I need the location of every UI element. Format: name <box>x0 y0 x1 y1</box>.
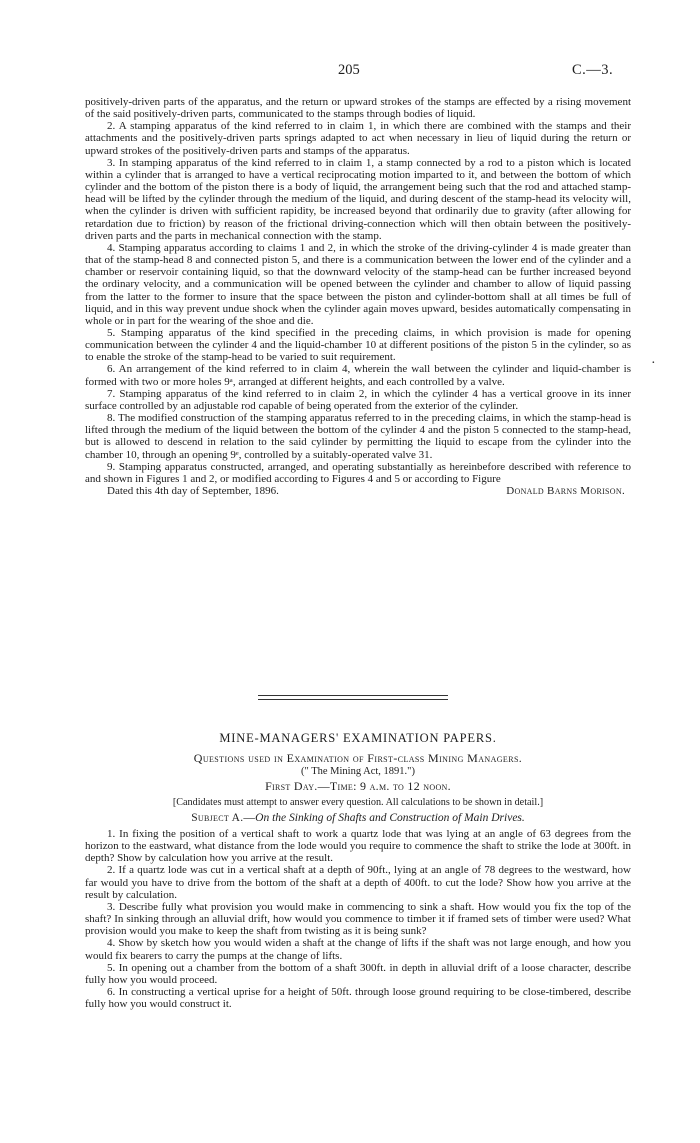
signature: Donald Barns Morison. <box>506 485 625 497</box>
exam-day <box>85 780 631 792</box>
exam-section <box>85 732 631 1010</box>
question-6: 6. In constructing a vertical uprise for a height of 50ft. through loose ground requiring to be close-timbered, describe fully how you would construct it. <box>85 985 631 1011</box>
claim-9: 9. Stamping apparatus constructed, arranged, and operating substantially as hereinbefore described with reference to and shown in Figures 1 and 2, or modified according to Figures 4 and 5 or according to Figure <box>85 460 631 485</box>
section-divider-top <box>258 695 448 696</box>
exam-subject <box>85 812 631 824</box>
question-2: 2. If a quartz lode was cut in a vertical shaft at a depth of 90ft., lying at an angle of 78 degrees to the westward, how far would you have to drive from the bottom of the shaft at a depth of 400ft. to cut the lode? Show how you arrive at the result by calculation. <box>85 864 631 901</box>
exam-act: (" The Mining Act, 1891.") <box>301 766 415 778</box>
page-number: 205 <box>338 62 360 78</box>
question-4: 4. Show by sketch how you would widen a shaft at the change of lifts if the shaft was not large enough, and how you would fix bearers to carry the pumps at the change of lifts. <box>85 937 631 962</box>
claim-4: 4. Stamping apparatus according to claims 1 and 2, in which the stroke of the driving-cylinder 4 is made greater than that of the stamp-head 8 and connected piston 5, and there is a communication between the lower end of the cylinder and a chamber or reservoir containing liquid, so that the downward velocity of the stamp-head can be further increased beyond the ordinary velocity, and a communication will be opened between the cylinder and chamber to allow of liquid passing from the latter to the former to insure that the space between the piston and cylinder-bottom shall at all times be full of liquid, and in this way prevent undue shock when the cylinder again moves upward, besides automatically compensating in whole or in part for the wearing of the shoe and die. <box>85 241 631 327</box>
parliamentary-reference: C.—3. <box>572 62 614 78</box>
subject-title: On the Sinking of Shafts and Construction of Main Drives. <box>255 811 525 824</box>
claim-3: 3. In stamping apparatus of the kind referred to in claim 1, a stamp connected by a rod to a piston which is located within a cylinder that is arranged to have a vertical reciprocating motion imparted to it, and between the bottom of which cylinder and the bottom of the piston there is a body of liquid, the arrangement being such that the rod and attached stamp-head will be lifted by the cylinder through the medium of the liquid, and during descent of the stamp-head its velocity will, when the cylinder is driven with sufficient rapidity, be increased beyond that ordinarily due to gravity (after allowing for retardation due to friction) by reason of the frictional driving-connection which will then obtain between the positively-driven parts and the parts in mechanical connection with the stamp. <box>85 156 631 242</box>
patent-claims <box>85 96 631 497</box>
date-line <box>85 485 631 497</box>
dated-text: Dated this 4th day of September, 1896. <box>107 485 279 497</box>
claim-2: 2. A stamping apparatus of the kind referred to in claim 1, in which there are combined with the stamps and their attachments and the positively-driven parts springs adapted to act when necessary in lieu of liquid during the return or upward strokes of the positively-driven parts and stamps of the apparatus. <box>85 120 631 157</box>
claim-7: 7. Stamping apparatus of the kind referred to in claim 2, in which the cylinder 4 has a vertical groove in its inner surface controlled by an adjustable rod capable of being operated from the exterior of the cylinder. <box>85 387 631 412</box>
question-5: 5. In opening out a chamber from the bottom of a shaft 300ft. in depth in alluvial drift of a loose character, describe fully how you would proceed. <box>85 961 631 986</box>
exam-title: MINE-MANAGERS' EXAMINATION PAPERS. <box>219 731 497 745</box>
exam-subtitle: Questions used in Examination of First-class Mining Managers. <box>193 751 523 766</box>
question-1: 1. In fixing the position of a vertical shaft to work a quartz lode that was lying at an angle of 63 degrees from the horizon to the eastward, what distance from the lode would you require to commence the shaft to strike the lode at 300ft. in depth? Show by calculation how you arrive at the result. <box>85 827 631 865</box>
question-3: 3. Describe fully what provision you would make in commencing to sink a shaft. How would you fix the top of the shaft? In sinking through an alluvial drift, how would you commence to timber it if framed sets of timber were used? What provision would you make to keep the shaft from twisting as it is being sunk? <box>85 900 631 938</box>
exam-instructions: [Candidates must attempt to answer every question. All calculations to be shown in detail.] <box>172 796 544 808</box>
subject-label: Subject A.— <box>191 811 256 824</box>
margin-mark: · <box>651 356 656 371</box>
claim-8: 8. The modified construction of the stamping apparatus referred to in the preceding claims, in which the stamp-head is lifted through the medium of the liquid between the bottom of the cylinder 4 and the piston 5 connected to the stamp-head, but is allowed to descend in relation to the said cylinder by permitting the liquid to escape from the cylinder into the chamber 10, through an opening 9ᵉ, controlled by a suitably-operated valve 31. <box>85 412 631 461</box>
exam-day-text: First Day.—Time: 9 a.m. to 12 noon. <box>265 779 451 794</box>
claim-continuation: positively-driven parts of the apparatus, and the return or upward strokes of the stamps are effected by a rising movement of the said positively-driven parts, communicated to the stamps through bodies of liquid. <box>85 96 631 121</box>
page-header <box>0 62 700 80</box>
claim-6: 6. An arrangement of the kind referred to in claim 4, wherein the wall between the cylinder and liquid-chamber is formed with two or more holes 9ᵃ, arranged at different heights, and each controlled by a valve. <box>85 363 631 388</box>
claim-5: 5. Stamping apparatus of the kind specified in the preceding claims, in which provision is made for opening communication between the cylinder 4 and the liquid-chamber 10 at different positions of the piston 5 in the cylinder, so as to enable the stroke of the stamp-head to be varied to suit requirement. <box>85 326 631 364</box>
section-divider-bottom <box>258 699 448 700</box>
